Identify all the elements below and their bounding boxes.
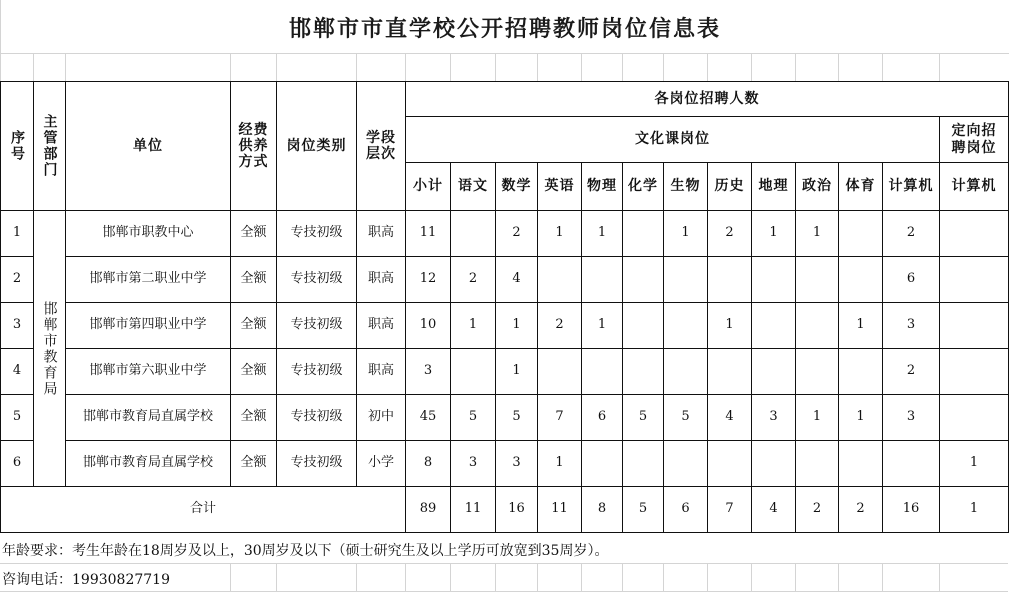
- row-count: [752, 303, 796, 349]
- row-post-type: 专技初级: [277, 211, 357, 257]
- row-count: [664, 303, 708, 349]
- total-directed-count: 1: [940, 487, 1009, 533]
- row-level: 小学: [357, 441, 406, 487]
- header-subject-pe: 体育: [839, 163, 883, 211]
- row-count: 1: [496, 303, 538, 349]
- header-subject-biology: 生物: [664, 163, 708, 211]
- row-count: 1: [496, 349, 538, 395]
- header-subject-subtotal: 小计: [406, 163, 451, 211]
- department-cell: 邯郸市教育局: [34, 211, 66, 487]
- row-count: [582, 257, 623, 303]
- row-count: 1: [582, 211, 623, 257]
- table-row: [1, 257, 1009, 303]
- row-count: [708, 349, 752, 395]
- consultation-phone-note: 咨询电话：19930827719: [2, 572, 170, 588]
- row-count: 1: [538, 211, 582, 257]
- row-level: 职高: [357, 303, 406, 349]
- row-count: [752, 349, 796, 395]
- header-subject-english: 英语: [538, 163, 582, 211]
- row-count: 1: [664, 211, 708, 257]
- row-count: [451, 349, 496, 395]
- row-funding: 全额: [231, 211, 277, 257]
- row-seq: 3: [1, 303, 34, 349]
- row-directed-count: [940, 257, 1009, 303]
- row-count: [623, 349, 664, 395]
- header-seq: 序号: [1, 82, 34, 211]
- row-count: [582, 349, 623, 395]
- total-count: 8: [582, 487, 623, 533]
- row-count: [752, 441, 796, 487]
- row-count: [623, 303, 664, 349]
- table-row: [1, 441, 1009, 487]
- row-count: 11: [406, 211, 451, 257]
- row-count: 1: [839, 395, 883, 441]
- header-subject-politics: 政治: [796, 163, 839, 211]
- row-directed-count: [940, 349, 1009, 395]
- row-level: 职高: [357, 211, 406, 257]
- row-seq: 6: [1, 441, 34, 487]
- row-count: 8: [406, 441, 451, 487]
- row-count: 1: [752, 211, 796, 257]
- row-count: [538, 257, 582, 303]
- row-count: 3: [406, 349, 451, 395]
- row-count: 5: [623, 395, 664, 441]
- row-count: [796, 441, 839, 487]
- table-row: [1, 303, 1009, 349]
- header-culture-group: 文化课岗位: [406, 117, 940, 163]
- header-subject-math: 数学: [496, 163, 538, 211]
- empty-grid-row: [0, 53, 1008, 82]
- row-count: [664, 257, 708, 303]
- total-count: 89: [406, 487, 451, 533]
- header-subject-history: 历史: [708, 163, 752, 211]
- total-count: 11: [451, 487, 496, 533]
- row-unit: 邯郸市第四职业中学: [66, 303, 231, 349]
- recruitment-table: [0, 81, 1009, 533]
- row-post-type: 专技初级: [277, 441, 357, 487]
- row-count: 1: [796, 395, 839, 441]
- header-subject-computer: 计算机: [883, 163, 940, 211]
- header-subject-physics: 物理: [582, 163, 623, 211]
- table-row: [1, 211, 1009, 257]
- row-count: [839, 211, 883, 257]
- header-unit: 单位: [66, 82, 231, 211]
- row-count: 3: [451, 441, 496, 487]
- age-requirement-note: 年龄要求：考生年龄在18周岁及以上，30周岁及以下（硕士研究生及以上学历可放宽到35周岁）。: [2, 543, 609, 559]
- row-seq: 5: [1, 395, 34, 441]
- header-directed-computer: 计算机: [940, 163, 1009, 211]
- row-funding: 全额: [231, 257, 277, 303]
- row-unit: 邯郸市职教中心: [66, 211, 231, 257]
- total-count: 11: [538, 487, 582, 533]
- row-funding: 全额: [231, 395, 277, 441]
- row-count: [708, 257, 752, 303]
- row-count: 5: [451, 395, 496, 441]
- row-count: 6: [883, 257, 940, 303]
- total-count: 2: [796, 487, 839, 533]
- row-post-type: 专技初级: [277, 303, 357, 349]
- row-count: [623, 211, 664, 257]
- total-count: 6: [664, 487, 708, 533]
- header-post-type: 岗位类别: [277, 82, 357, 211]
- row-count: [451, 211, 496, 257]
- row-post-type: 专技初级: [277, 395, 357, 441]
- row-directed-count: [940, 211, 1009, 257]
- row-count: 1: [839, 303, 883, 349]
- row-count: 1: [538, 441, 582, 487]
- header-funding: 经费供养方式: [231, 82, 277, 211]
- header-subject-geography: 地理: [752, 163, 796, 211]
- row-count: 12: [406, 257, 451, 303]
- row-count: [839, 349, 883, 395]
- row-count: 7: [538, 395, 582, 441]
- total-count: 7: [708, 487, 752, 533]
- row-unit: 邯郸市第二职业中学: [66, 257, 231, 303]
- row-count: 6: [582, 395, 623, 441]
- total-count: 16: [883, 487, 940, 533]
- row-count: [796, 349, 839, 395]
- total-label: 合计: [1, 487, 406, 533]
- row-unit: 邯郸市教育局直属学校: [66, 395, 231, 441]
- row-count: 2: [883, 211, 940, 257]
- row-count: 4: [708, 395, 752, 441]
- row-count: 5: [664, 395, 708, 441]
- row-count: 2: [451, 257, 496, 303]
- row-count: [582, 441, 623, 487]
- header-dept: 主管部门: [34, 82, 66, 211]
- table-row: [1, 395, 1009, 441]
- row-count: [796, 303, 839, 349]
- row-funding: 全额: [231, 349, 277, 395]
- row-count: 5: [496, 395, 538, 441]
- row-count: 3: [496, 441, 538, 487]
- row-count: [623, 257, 664, 303]
- row-funding: 全额: [231, 303, 277, 349]
- row-count: [796, 257, 839, 303]
- header-subject-chemistry: 化学: [623, 163, 664, 211]
- row-directed-count: [940, 395, 1009, 441]
- header-directed-group: 定向招聘岗位: [940, 117, 1009, 163]
- row-count: 2: [496, 211, 538, 257]
- row-count: 2: [538, 303, 582, 349]
- header-level: 学段层次: [357, 82, 406, 211]
- row-count: 1: [582, 303, 623, 349]
- row-count: 3: [883, 395, 940, 441]
- row-count: [664, 441, 708, 487]
- row-level: 初中: [357, 395, 406, 441]
- title-row: [0, 0, 1009, 54]
- row-count: [538, 349, 582, 395]
- header-subject-chinese: 语文: [451, 163, 496, 211]
- total-row: [1, 487, 1009, 533]
- row-seq: 2: [1, 257, 34, 303]
- total-count: 4: [752, 487, 796, 533]
- row-level: 职高: [357, 257, 406, 303]
- row-count: 1: [708, 303, 752, 349]
- row-funding: 全额: [231, 441, 277, 487]
- row-unit: 邯郸市第六职业中学: [66, 349, 231, 395]
- row-unit: 邯郸市教育局直属学校: [66, 441, 231, 487]
- row-count: [664, 349, 708, 395]
- row-post-type: 专技初级: [277, 349, 357, 395]
- table-row: [1, 349, 1009, 395]
- row-count: 45: [406, 395, 451, 441]
- row-count: [752, 257, 796, 303]
- row-count: [623, 441, 664, 487]
- row-seq: 4: [1, 349, 34, 395]
- row-directed-count: [940, 303, 1009, 349]
- row-count: 4: [496, 257, 538, 303]
- row-count: 1: [451, 303, 496, 349]
- header-row-1: [1, 82, 1009, 117]
- total-count: 2: [839, 487, 883, 533]
- row-directed-count: 1: [940, 441, 1009, 487]
- row-count: 2: [708, 211, 752, 257]
- row-count: [883, 441, 940, 487]
- row-count: 10: [406, 303, 451, 349]
- total-count: 5: [623, 487, 664, 533]
- row-count: [839, 257, 883, 303]
- total-count: 16: [496, 487, 538, 533]
- row-count: [839, 441, 883, 487]
- row-count: 3: [883, 303, 940, 349]
- row-count: 1: [796, 211, 839, 257]
- row-count: 3: [752, 395, 796, 441]
- header-group-title: 各岗位招聘人数: [406, 82, 1009, 117]
- row-count: 2: [883, 349, 940, 395]
- row-count: [708, 441, 752, 487]
- row-level: 职高: [357, 349, 406, 395]
- row-seq: 1: [1, 211, 34, 257]
- row-post-type: 专技初级: [277, 257, 357, 303]
- page-title: 邯郸市市直学校公开招聘教师岗位信息表: [288, 16, 721, 42]
